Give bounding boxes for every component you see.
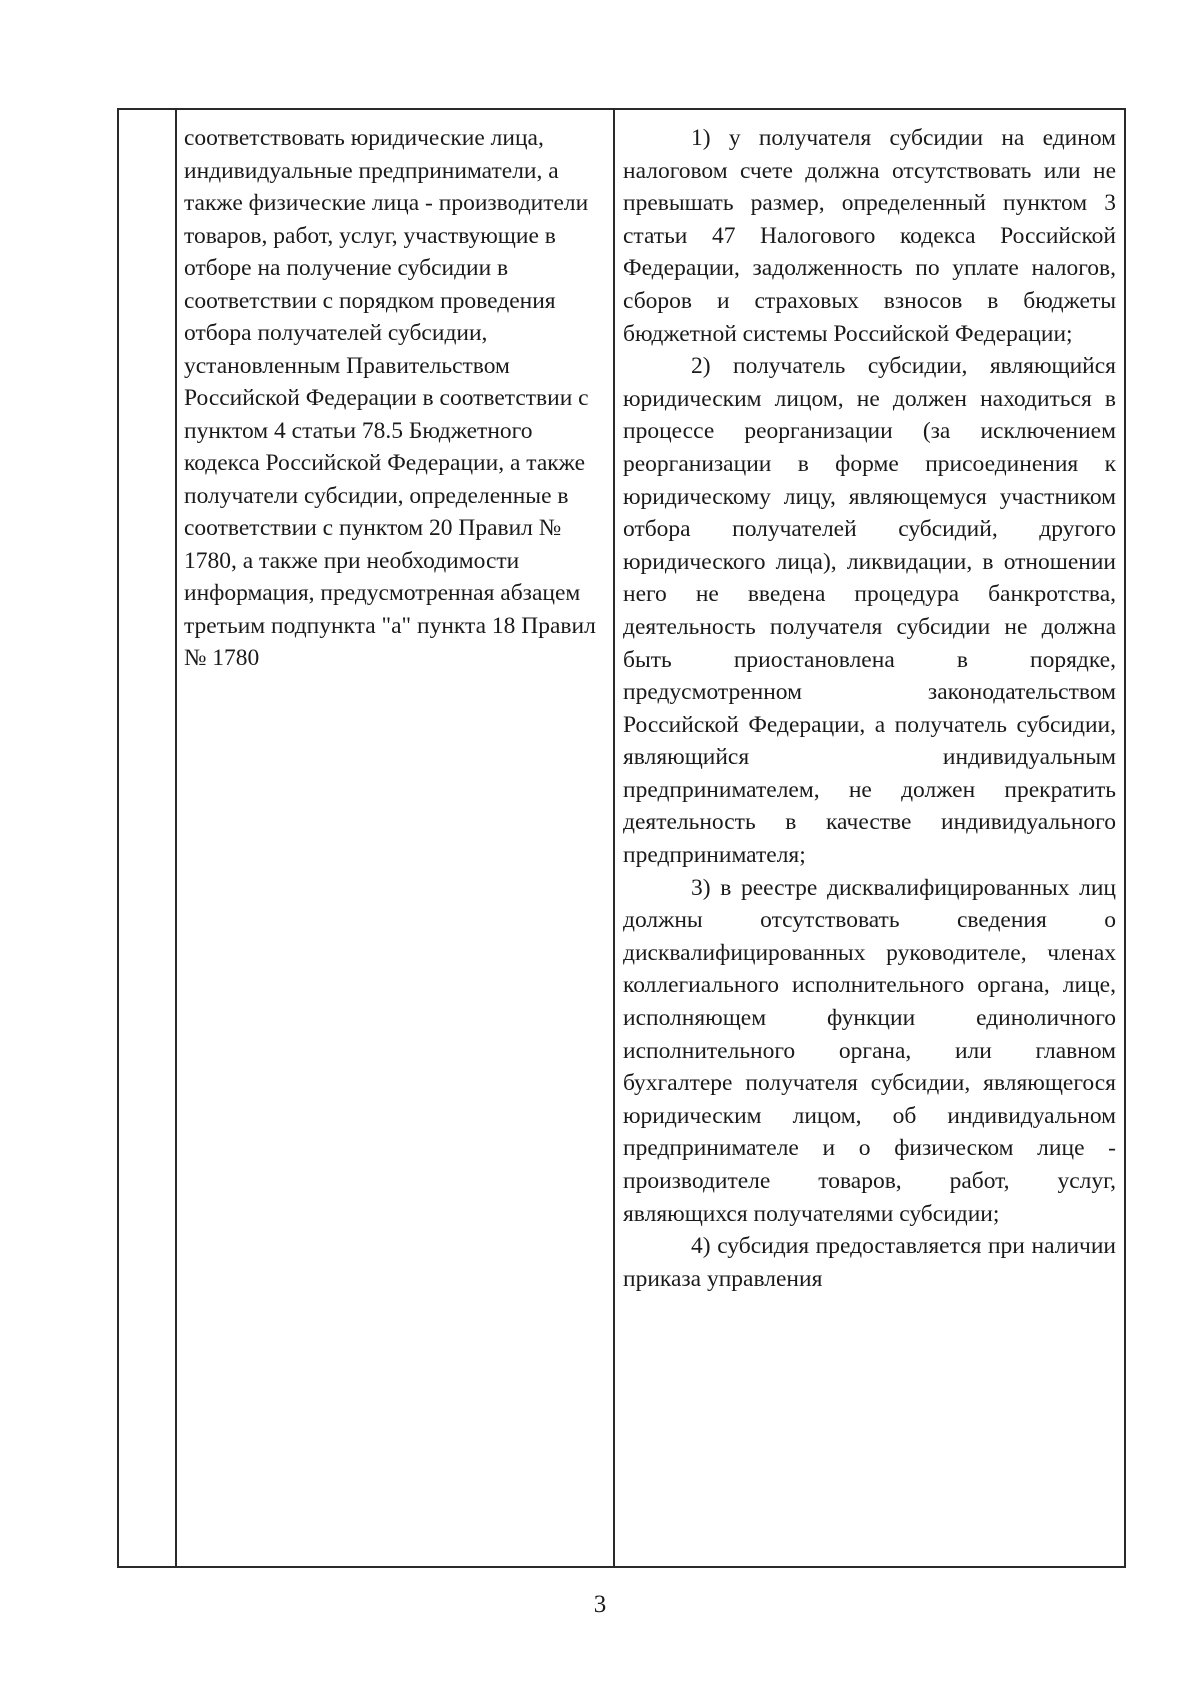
condition-item-2: 2) получатель субсидии, являющийся юридическим лицом, не должен находиться в процессе реорганизации (за исключением реорганизации в форме присоединения к юридическому лицу, являющемуся участником отбора получателей субсидий, другого юридического лица), ликвидации, в отношении него не введена процедура банкротства, деятельность получателя субсидии не должна быть приостановлена в порядке, предусмотренном законодательством Российской Федерации, а получатель субсидии, являющийся индивидуальным предпринимателем, не должен прекратить деятельность в качестве индивидуального предпринимателя; bbox=[623, 353, 1116, 869]
document-table bbox=[117, 108, 1126, 1568]
condition-item-4: 4) субсидия предоставляется при наличии приказа управления bbox=[623, 1233, 1116, 1292]
conditions-text bbox=[615, 110, 1124, 1295]
row-number-cell bbox=[118, 109, 176, 1567]
table-row bbox=[118, 109, 1125, 1567]
condition-item-1: 1) у получателя субсидии на едином налоговом счете должна отсутствовать или не превышать размер, определенный пунктом 3 статьи 47 Налогового кодекса Российской Федерации, задолженность по уплате налогов, сборов и страховых взносов в бюджеты бюджетной системы Российской Федерации; bbox=[623, 125, 1116, 347]
requirement-cell bbox=[176, 109, 614, 1567]
requirement-text: соответствовать юридические лица, индивидуальные предприниматели, а также физические лица - производители товаров, работ, услуг, участвующие в отборе на получение субсидии в соответствии с порядком проведения отбора получателей субсидии, установленным Правительством Российской Федерации в соответствии с пунктом 4 статьи 78.5 Бюджетного кодекса Российской Федерации, а также получатели субсидии, определенные в соответствии с пунктом 20 Правил № 1780, а также при необходимости информация, предусмотренная абзацем третьим подпункта "а" пункта 18 Правил № 1780 bbox=[184, 125, 596, 671]
page-number: 3 bbox=[593, 1591, 607, 1618]
condition-item-3: 3) в реестре дисквалифицированных лиц должны отсутствовать сведения о дисквалифицированных руководителе, членах коллегиального исполнительного органа, лице, исполняющем функции единоличного исполнительного органа, или главном бухгалтере получателя субсидии, являющегося юридическим лицом, об индивидуальном предпринимателе и о физическом лице - производителе товаров, работ, услуг, являющихся получателями субсидии; bbox=[623, 874, 1116, 1227]
conditions-cell bbox=[614, 109, 1125, 1567]
